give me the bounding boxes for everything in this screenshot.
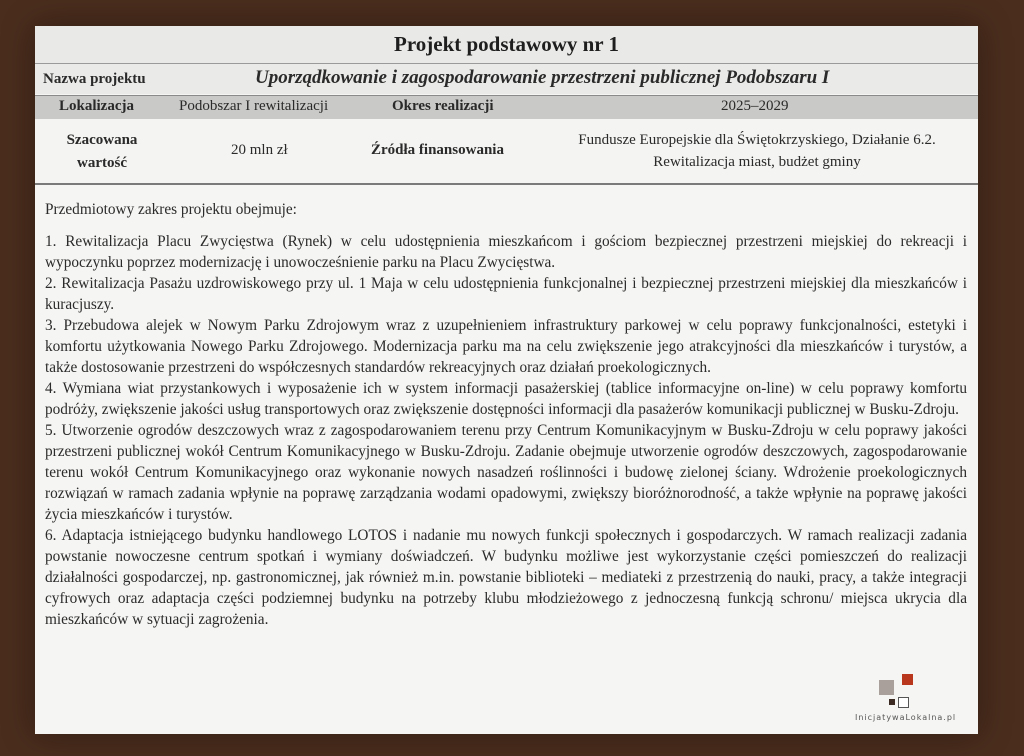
scope-intro: Przedmiotowy zakres projektu obejmuje: (45, 201, 297, 218)
location-value: Podobszar I rewitalizacji (179, 98, 329, 114)
funding-sources-line1: Fundusze Europejskie dla Świętokrzyskiego, Działanie 6.2. (578, 132, 936, 148)
scope-item: 2. Rewitalizacja Pasażu uzdrowiskowego przy ul. 1 Maja w celu udostępnienia funkcjonalnej i bezpiecznej przestrzeni miejskiej dla mieszkańców i kuracjuszy. (45, 275, 967, 313)
funding-sources-label: Źródła finansowania (371, 142, 504, 158)
location-row (35, 95, 978, 120)
project-name-label: Nazwa projektu (43, 71, 146, 87)
period-value: 2025–2029 (721, 98, 789, 114)
scope-item: 6. Adaptacja istniejącego budynku handlowego LOTOS i nadanie mu nowych funkcji społecznych i gospodarczych. W ramach realizacji zadania powstanie nowoczesne centrum spotkań i wymiany doświadczeń. W budynku możliwe jest wykorzystanie części pomieszczeń do realizacji działalności gospodarczej, np. gastronomicznej, jak również m.in. powstanie biblioteki – mediateki z przestrzenią do nauki, pracy, a także integracji cyfrowych oraz adaptacja części podziemnej budynku na potrzeby klubu młodzieżowego z jednoczesną funkcją schronu/ miejsca ukrycia dla mieszkańców w sytuacji zagrożenia. (45, 527, 967, 628)
scope-item: 3. Przebudowa alejek w Nowym Parku Zdrojowym wraz z uzupełnieniem infrastruktury parkowej w celu poprawy funkcjonalności, estetyki i komfortu użytkowania Nowego Parku Zdrojowego. Modernizacja parku ma na celu zwiększenie jego atrakcyjności dla mieszkańców i turystów, a także dostosowanie przestrzeni do współczesnych standardów rekreacyjnych oraz działań proekologicznych. (45, 317, 967, 376)
inicjatywa-lokalna-logo (811, 666, 971, 728)
project-name-value: Uporządkowanie i zagospodarowanie przestrzeni publicznej Podobszaru I (255, 67, 830, 88)
location-label: Lokalizacja (59, 98, 134, 114)
presentation-slide (35, 26, 978, 734)
period-label: Okres realizacji (392, 98, 494, 114)
estimated-value-label-line2: wartość (77, 155, 127, 171)
project-scope-text (45, 199, 967, 630)
slide-title: Projekt podstawowy nr 1 (35, 26, 978, 63)
logo-text: InicjatywaLokalna.pl (855, 713, 957, 722)
estimated-value: 20 mln zł (231, 142, 288, 158)
scope-item: 1. Rewitalizacja Placu Zwycięstwa (Rynek) w celu udostępnienia mieszkańcom i gościom bezpiecznej przestrzeni miejskiej do rekreacji i wypoczynku poprzez modernizację i unowocześnienie parku na Placu Zwycięstwa. (45, 233, 967, 271)
logo-square-red-icon (902, 674, 913, 685)
scope-item: 5. Utworzenie ogrodów deszczowych wraz z zagospodarowaniem terenu przy Centrum Komunikacyjnym w Busku-Zdroju w celu poprawy jakości przestrzeni publicznej wokół Centrum Komunikacyjnego w Busku-Zdroju. Zadanie obejmuje utworzenie ogrodów deszczowych, zagospodarowanie terenu wokół Centrum Komunikacyjnego oraz wykonanie nowych nasadzeń roślinności i budowę zielonej ściany. Wdrożenie proekologicznych rozwiązań w ramach zadania wpłynie na poprawę zarządzania wodami opadowymi, zwiększy bioróżnorodność, a także wpłynie na poprawę jakości życia mieszkańców i turystów. (45, 422, 967, 523)
logo-square-grey-icon (879, 680, 894, 695)
logo-square-outline-icon (898, 697, 909, 708)
estimated-value-label-line1: Szacowana (66, 132, 138, 148)
scope-item: 4. Wymiana wiat przystankowych i wyposażenie ich w system informacji pasażerskiej (tablice informacyjne on-line) w celu poprawy komfortu podróży, zwiększenie jakości usług transportowych oraz zwiększenie dostępności informacji dla pasażerów komunikacji publicznej w Busku-Zdroju. (45, 380, 967, 418)
funding-sources-line2: Rewitalizacja miast, budżet gminy (653, 154, 861, 170)
funding-sources-value (547, 129, 967, 173)
value-funding-row (35, 119, 978, 185)
logo-square-dark-icon (889, 699, 895, 705)
estimated-value-label (47, 129, 157, 175)
project-name-row (35, 63, 978, 94)
